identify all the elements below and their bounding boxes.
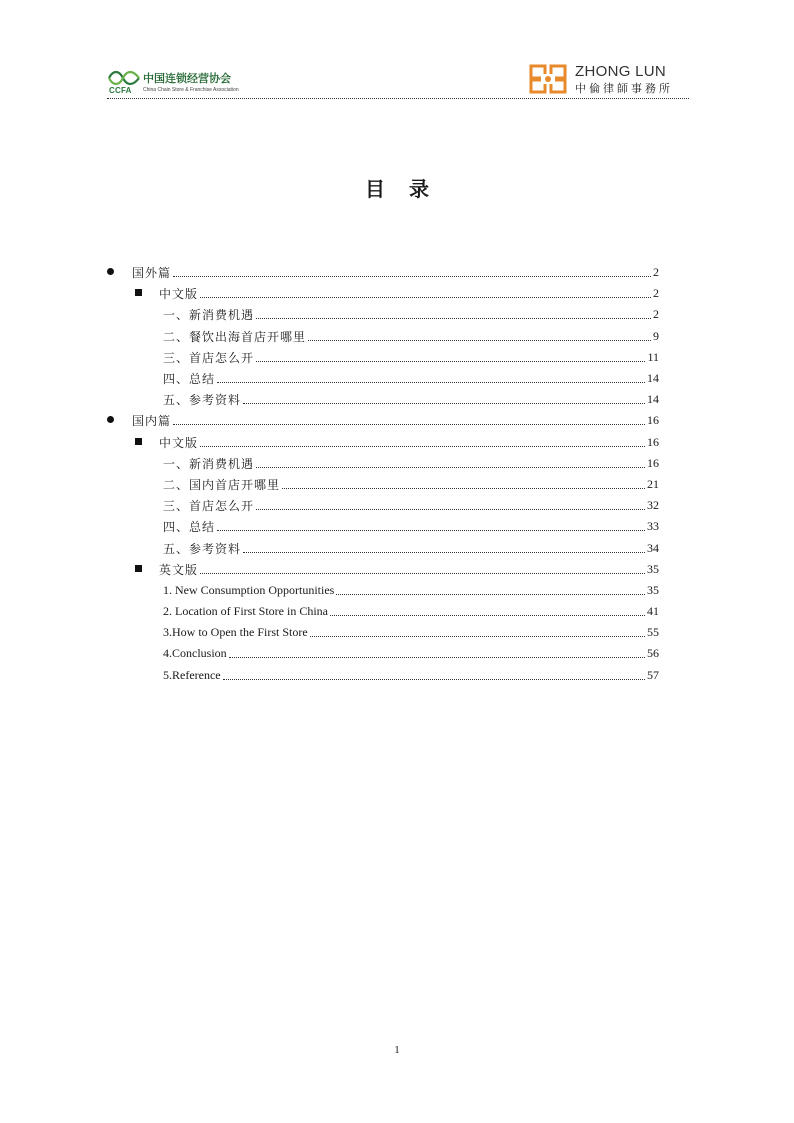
dot-leader (200, 297, 651, 298)
toc-entry[interactable] (107, 601, 659, 622)
toc-entry-page: 55 (647, 625, 659, 640)
toc-entry[interactable] (107, 347, 659, 368)
toc-entry[interactable] (107, 326, 659, 347)
dot-leader (243, 552, 645, 553)
dot-leader (308, 340, 651, 341)
dot-leader (330, 615, 645, 616)
zhonglun-emblem-icon (529, 64, 567, 94)
toc-entry-page: 35 (647, 582, 659, 597)
toc-entry-label: 三、首店怎么开 (163, 499, 255, 514)
toc-entry[interactable] (107, 537, 659, 558)
toc-entry[interactable] (107, 474, 659, 495)
toc-entry[interactable] (107, 283, 659, 304)
dot-leader (217, 382, 645, 383)
toc-entry-page: 2 (653, 265, 659, 280)
toc-entry-page: 16 (647, 455, 659, 470)
toc-entry-label: 五、参考资料 (163, 393, 242, 408)
dot-leader (256, 509, 645, 510)
zhonglun-logo (529, 62, 689, 96)
ccfa-abbreviation: CCFA (109, 86, 132, 95)
header-divider (107, 98, 689, 99)
toc-entry-label: 1. New Consumption Opportunities (163, 582, 335, 597)
toc-entry[interactable] (107, 516, 659, 537)
toc-entry-label: 5.Reference (163, 667, 221, 682)
toc-entry-page: 33 (647, 519, 659, 534)
toc-entry-page: 16 (647, 434, 659, 449)
toc-entry-label: 英文版 (159, 562, 199, 577)
page-header (107, 62, 689, 98)
toc-entry[interactable] (107, 559, 659, 580)
toc-entry[interactable] (107, 643, 659, 664)
ccfa-emblem-icon (107, 68, 141, 88)
toc-entry-label: 中文版 (159, 287, 199, 302)
bullet-square-icon (135, 565, 142, 572)
ccfa-name-english: China Chain Store & Franchise Association (143, 87, 239, 93)
toc-entry[interactable] (107, 432, 659, 453)
toc-entry[interactable] (107, 304, 659, 325)
dot-leader (310, 636, 645, 637)
toc-entry[interactable] (107, 368, 659, 389)
zhonglun-name-chinese: 中倫律師事務所 (575, 82, 673, 95)
dot-leader (256, 318, 651, 319)
toc-entry-page: 11 (647, 349, 659, 364)
toc-entry-page: 14 (647, 392, 659, 407)
toc-entry[interactable] (107, 410, 659, 431)
dot-leader (200, 446, 645, 447)
toc-entry-label: 中文版 (159, 435, 199, 450)
dot-leader (223, 679, 645, 680)
toc-entry[interactable] (107, 453, 659, 474)
toc-entry-page: 34 (647, 540, 659, 555)
toc-entry-page: 14 (647, 371, 659, 386)
toc-entry-page: 41 (647, 604, 659, 619)
ccfa-name-chinese: 中国连锁经营协会 (143, 72, 231, 85)
toc-entry-label: 一、新消费机遇 (163, 456, 255, 471)
toc-entry-page: 32 (647, 498, 659, 513)
toc-entry-label: 国外篇 (132, 266, 172, 281)
toc-entry[interactable] (107, 262, 659, 283)
bullet-circle-icon (107, 416, 114, 423)
toc-entry-page: 35 (647, 561, 659, 576)
toc-entry-label: 3.How to Open the First Store (163, 625, 308, 640)
toc-entry-page: 9 (653, 328, 659, 343)
dot-leader (243, 403, 645, 404)
toc-entry[interactable] (107, 665, 659, 686)
bullet-square-icon (135, 438, 142, 445)
bullet-square-icon (135, 289, 142, 296)
toc-entry-label: 4.Conclusion (163, 646, 227, 661)
table-of-contents (107, 262, 659, 686)
dot-leader (173, 424, 645, 425)
toc-entry-label: 四、总结 (163, 372, 216, 387)
toc-entry-label: 三、首店怎么开 (163, 350, 255, 365)
toc-entry[interactable] (107, 580, 659, 601)
toc-entry-page: 21 (647, 476, 659, 491)
toc-entry[interactable] (107, 389, 659, 410)
toc-entry-label: 四、总结 (163, 520, 216, 535)
dot-leader (282, 488, 645, 489)
toc-entry-page: 2 (653, 286, 659, 301)
toc-entry-label: 二、国内首店开哪里 (163, 477, 281, 492)
dot-leader (217, 530, 645, 531)
dot-leader (200, 573, 645, 574)
dot-leader (336, 594, 645, 595)
toc-entry-page: 2 (653, 307, 659, 322)
toc-entry[interactable] (107, 622, 659, 643)
dot-leader (173, 276, 651, 277)
toc-entry-page: 56 (647, 646, 659, 661)
toc-entry-page: 57 (647, 667, 659, 682)
dot-leader (256, 361, 645, 362)
dot-leader (256, 467, 645, 468)
toc-entry-label: 二、餐饮出海首店开哪里 (163, 329, 307, 344)
toc-entry-label: 2. Location of First Store in China (163, 604, 328, 619)
zhonglun-name-english: ZHONG LUN (575, 63, 667, 80)
toc-entry[interactable] (107, 495, 659, 516)
page-number: 1 (394, 1044, 400, 1056)
toc-title: 目录 (365, 177, 453, 201)
toc-entry-label: 国内篇 (132, 414, 172, 429)
toc-entry-label: 一、新消费机遇 (163, 308, 255, 323)
dot-leader (229, 657, 645, 658)
toc-entry-page: 16 (647, 413, 659, 428)
bullet-circle-icon (107, 268, 114, 275)
toc-entry-label: 五、参考资料 (163, 541, 242, 556)
